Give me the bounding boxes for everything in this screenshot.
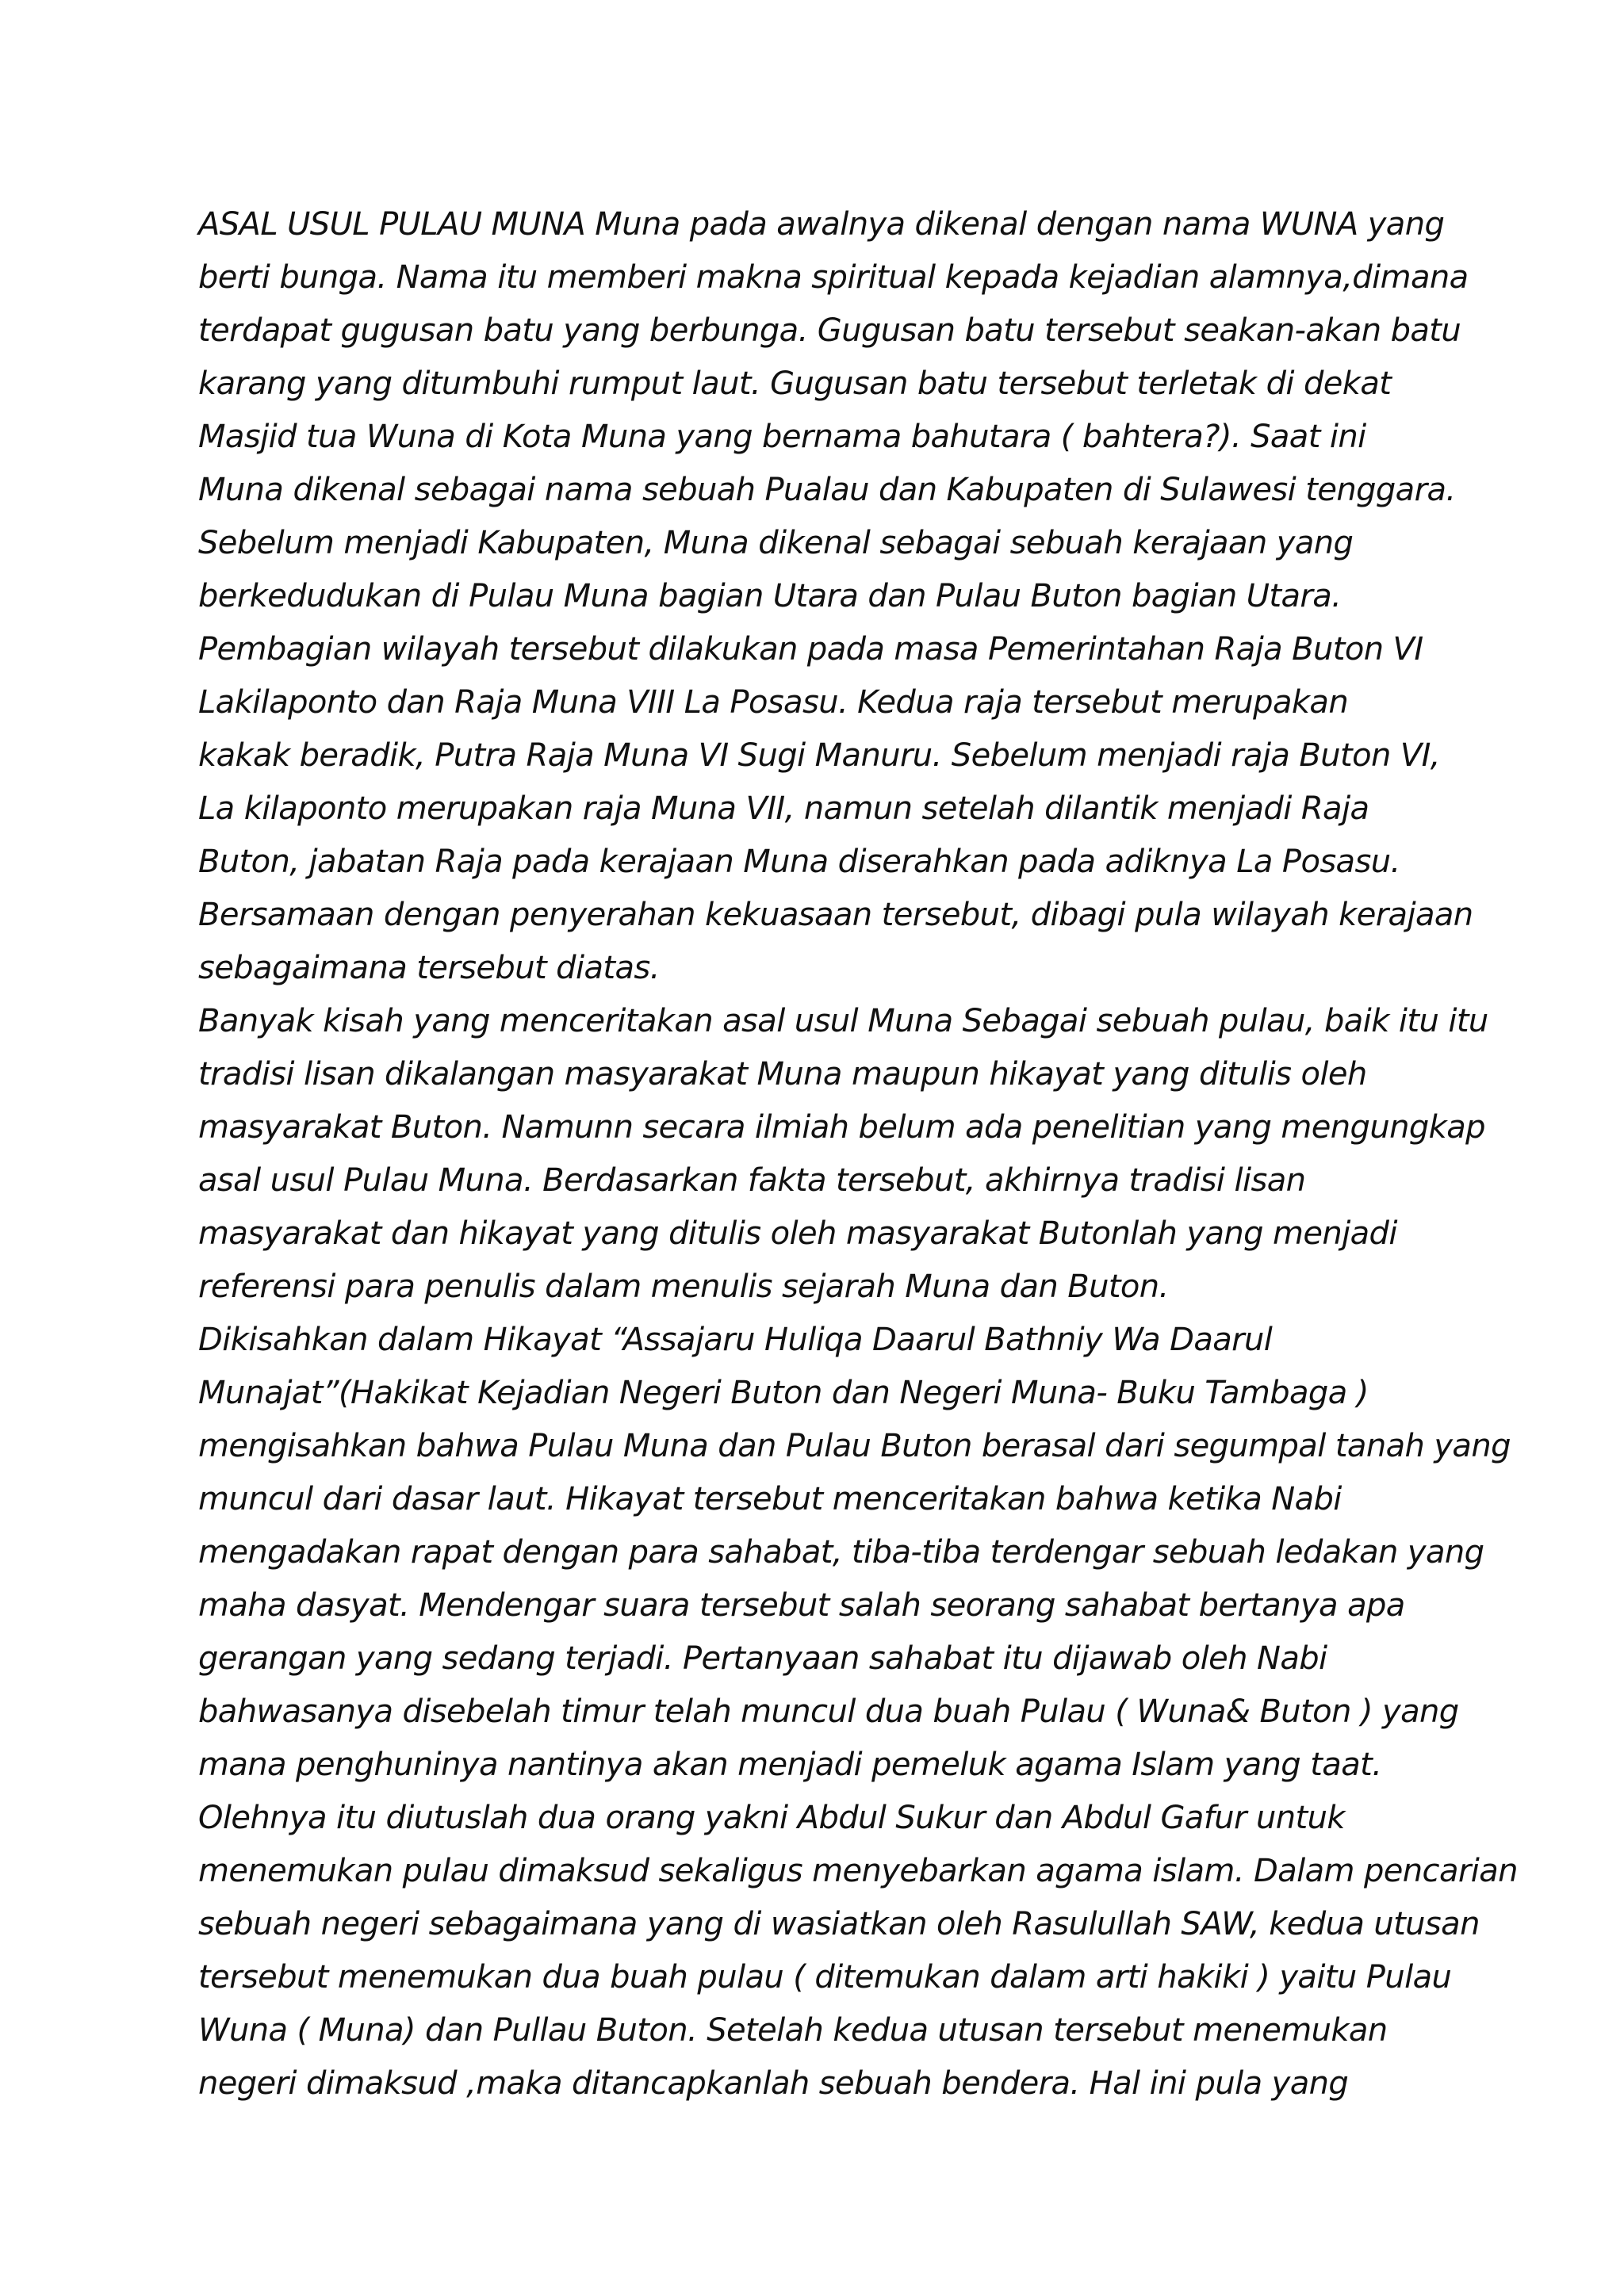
document-body xyxy=(198,198,1518,2110)
text-line: Banyak kisah yang menceritakan asal usul Muna Sebagai sebuah pulau, baik itu itu xyxy=(198,1003,1488,1039)
text-line: La kilaponto merupakan raja Muna VII, namun setelah dilantik menjadi Raja xyxy=(198,790,1369,827)
text-line: mana penghuninya nantinya akan menjadi pemeluk agama Islam yang taat. xyxy=(198,1747,1382,1783)
text-line: masyarakat Buton. Namunn secara ilmiah belum ada penelitian yang mengungkap xyxy=(198,1109,1485,1146)
text-line: Munajat”(Hakikat Kejadian Negeri Buton dan Negeri Muna- Buku Tambaga ) xyxy=(198,1375,1369,1411)
text-line: berti bunga. Nama itu memberi makna spiritual kepada kejadian alamnya,dimana xyxy=(198,259,1469,296)
text-line: menemukan pulau dimaksud sekaligus menyebarkan agama islam. Dalam pencarian xyxy=(198,1853,1518,1889)
text-line: Buton, jabatan Raja pada kerajaan Muna diserahkan pada adiknya La Posasu. xyxy=(198,844,1400,880)
text-line: Sebelum menjadi Kabupaten, Muna dikenal sebagai sebuah kerajaan yang xyxy=(198,525,1354,561)
text-line: bahwasanya disebelah timur telah muncul dua buah Pulau ( Wuna& Buton ) yang xyxy=(198,1693,1459,1730)
text-line: negeri dimaksud ,maka ditancapkanlah sebuah bendera. Hal ini pula yang xyxy=(198,2065,1349,2102)
text-line: terdapat gugusan batu yang berbunga. Gugusan batu tersebut seakan-akan batu xyxy=(198,312,1461,349)
text-line: Dikisahkan dalam Hikayat “Assajaru Huliqa Daarul Bathniy Wa Daarul xyxy=(198,1322,1273,1358)
text-line: mengisahkan bahwa Pulau Muna dan Pulau Buton berasal dari segumpal tanah yang xyxy=(198,1428,1511,1464)
text-line: sebuah negeri sebagaimana yang di wasiatkan oleh Rasulullah SAW, kedua utusan xyxy=(198,1906,1480,1942)
text-line: masyarakat dan hikayat yang ditulis oleh masyarakat Butonlah yang menjadi xyxy=(198,1215,1397,1252)
text-line: gerangan yang sedang terjadi. Pertanyaan sahabat itu dijawab oleh Nabi xyxy=(198,1640,1327,1677)
text-line: Lakilaponto dan Raja Muna VIII La Posasu. Kedua raja tersebut merupakan xyxy=(198,684,1349,721)
text-line: mengadakan rapat dengan para sahabat, tiba-tiba terdengar sebuah ledakan yang xyxy=(198,1534,1484,1571)
text-line: berkedudukan di Pulau Muna bagian Utara dan Pulau Buton bagian Utara. xyxy=(198,578,1342,614)
text-line: Wuna ( Muna) dan Pullau Buton. Setelah kedua utusan tersebut menemukan xyxy=(198,2012,1388,2049)
text-line: ASAL USUL PULAU MUNA Muna pada awalnya dikenal dengan nama WUNA yang xyxy=(198,206,1445,243)
text-line: kakak beradik, Putra Raja Muna VI Sugi Manuru. Sebelum menjadi raja Buton VI, xyxy=(198,737,1440,774)
text-line: asal usul Pulau Muna. Berdasarkan fakta tersebut, akhirnya tradisi lisan xyxy=(198,1162,1306,1199)
text-line: tersebut menemukan dua buah pulau ( ditemukan dalam arti hakiki ) yaitu Pulau xyxy=(198,1959,1452,1996)
text-line: Bersamaan dengan penyerahan kekuasaan tersebut, dibagi pula wilayah kerajaan xyxy=(198,897,1473,933)
text-line: Olehnya itu diutuslah dua orang yakni Abdul Sukur dan Abdul Gafur untuk xyxy=(198,1800,1345,1836)
text-line: sebagaimana tersebut diatas. xyxy=(198,950,660,986)
text-line: tradisi lisan dikalangan masyarakat Muna maupun hikayat yang ditulis oleh xyxy=(198,1056,1367,1093)
text-line: karang yang ditumbuhi rumput laut. Gugusan batu tersebut terletak di dekat xyxy=(198,365,1392,402)
text-line: muncul dari dasar laut. Hikayat tersebut menceritakan bahwa ketika Nabi xyxy=(198,1481,1342,1517)
text-line: Pembagian wilayah tersebut dilakukan pada masa Pemerintahan Raja Buton VI xyxy=(198,631,1423,668)
text-line: referensi para penulis dalam menulis sejarah Muna dan Buton. xyxy=(198,1269,1169,1305)
text-line: Muna dikenal sebagai nama sebuah Pualau dan Kabupaten di Sulawesi tenggara. xyxy=(198,472,1456,508)
text-line: Masjid tua Wuna di Kota Muna yang bernama bahutara ( bahtera?). Saat ini xyxy=(198,419,1366,455)
text-line: maha dasyat. Mendengar suara tersebut salah seorang sahabat bertanya apa xyxy=(198,1587,1405,1624)
